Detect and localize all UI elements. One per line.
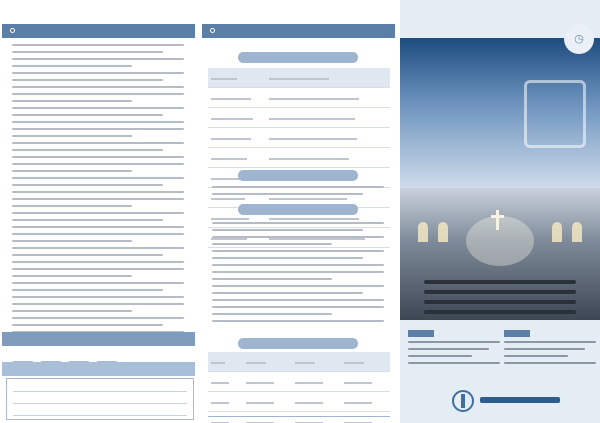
staff-list <box>212 222 384 327</box>
service-schedule-table <box>208 68 390 248</box>
notes-box <box>6 378 194 420</box>
section-header-news <box>2 24 195 38</box>
church-logo-icon <box>452 390 474 412</box>
news-list <box>12 44 184 338</box>
mission-text <box>212 186 384 200</box>
address-block-1 <box>408 330 500 369</box>
cross-icon <box>496 210 499 230</box>
sanctuary-photo <box>400 188 600 320</box>
news-panel <box>0 0 197 423</box>
worship-roles-table <box>208 352 390 423</box>
address-block-2 <box>504 330 596 369</box>
bullet-icon <box>210 28 215 33</box>
calendar-icon: ◷ <box>564 24 594 54</box>
subheading-mission <box>238 170 358 181</box>
church-name <box>480 397 560 403</box>
section-header-notes <box>2 362 195 376</box>
subheading-staff <box>238 204 358 215</box>
title-calligraphy <box>524 80 586 148</box>
section-header-info <box>202 24 395 38</box>
subheading-services <box>238 52 358 63</box>
subheading-worship-roles <box>238 338 358 349</box>
cover-panel <box>400 0 600 423</box>
section-header-birthday <box>2 332 195 346</box>
bullet-icon <box>10 28 15 33</box>
church-info-panel <box>200 0 397 423</box>
